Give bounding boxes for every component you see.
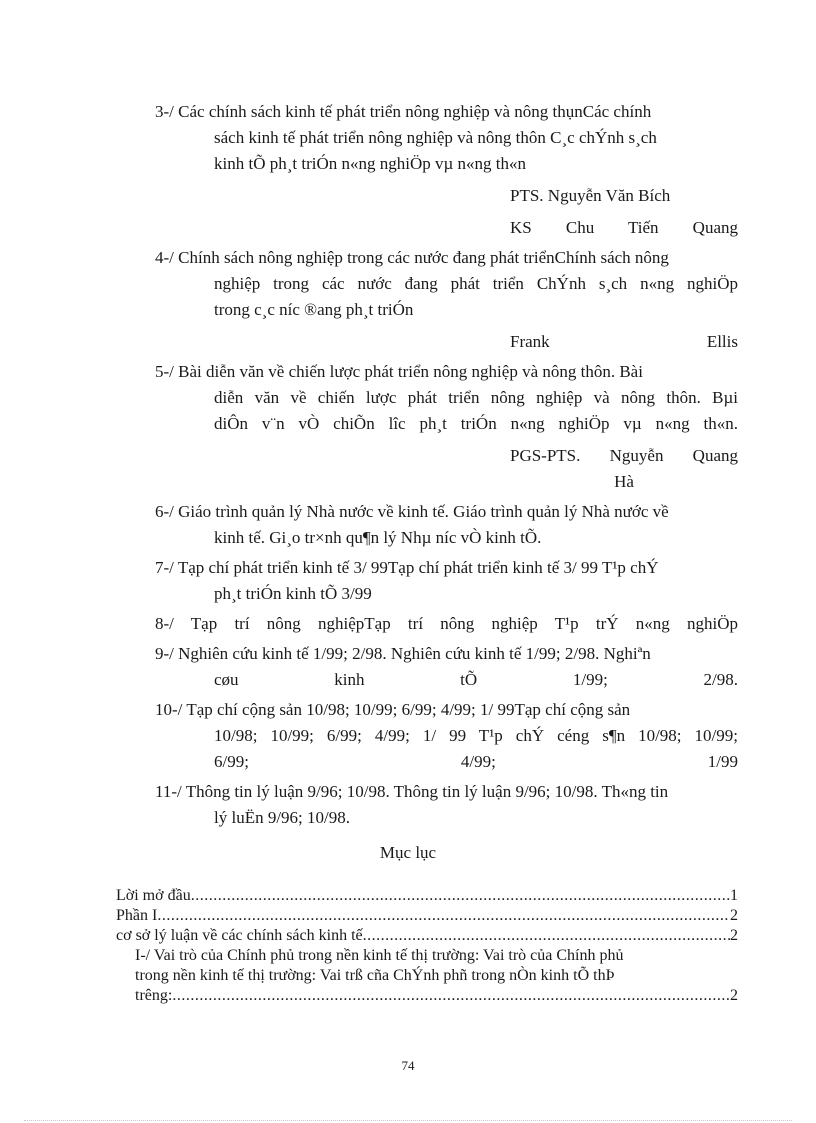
reference-line: ph¸t triÓn kinh tÕ 3/99 bbox=[214, 584, 372, 603]
reference-line: nghiệp trong các nước đang phát triển ChÝnh s¸ch n«ng nghiÖp bbox=[214, 274, 738, 293]
toc-subentry-line: trong nền kinh tế thị trường: Vai trß cña ChÝnh phñ trong nÒn kinh tÕ thÞ bbox=[135, 967, 615, 984]
toc-leader bbox=[363, 926, 730, 946]
page-bottom-border bbox=[24, 1120, 792, 1121]
reference-line: trong c¸c níc ®ang ph¸t triÓn bbox=[214, 300, 414, 319]
reference-line: lý luËn 9/96; 10/98. bbox=[214, 808, 350, 827]
reference-author: Frank Ellis bbox=[510, 332, 738, 351]
reference-title: 11-/ Thông tin lý luận 9/96; 10/98. Thông tin lý luận 9/96; 10/98. Th«ng tin bbox=[155, 782, 669, 801]
reference-item bbox=[155, 611, 738, 637]
toc-leader bbox=[157, 906, 730, 926]
toc-title: Mục lục bbox=[379, 843, 437, 862]
reference-line: diễn văn về chiến lược phát triển nông nghiệp và nông thôn. Bµi bbox=[214, 388, 738, 407]
reference-item bbox=[155, 697, 738, 775]
toc-entry-text: trêng: bbox=[135, 987, 173, 1004]
reference-title: 7-/ Tạp chí phát triển kinh tế 3/ 99Tạp chí phát triển kinh tế 3/ 99 T¹p chÝ bbox=[155, 558, 659, 577]
toc-entry bbox=[135, 986, 738, 1006]
reference-author: KS Chu Tiến Quang bbox=[510, 218, 738, 237]
reference-line: 10/98; 10/99; 6/99; 4/99; 1/ 99 T¹p chÝ céng s¶n 10/98; 10/99; bbox=[214, 726, 738, 745]
toc-entry-page: 2 bbox=[730, 987, 738, 1004]
reference-item bbox=[155, 641, 738, 693]
reference-line: diÔn v¨n vÒ chiÕn lîc ph¸t triÓn n«ng nghiÖp vµ n«ng th«n. bbox=[214, 414, 738, 433]
table-of-contents bbox=[116, 886, 738, 1006]
reference-title: 3-/ Các chính sách kinh tế phát triển nông nghiệp và nông thụnCác chính bbox=[155, 102, 652, 121]
reference-title: 4-/ Chính sách nông nghiệp trong các nước đang phát triểnChính sách nông bbox=[155, 248, 669, 267]
toc-subentry-line: I-/ Vai trò của Chính phủ trong nền kinh tế thị trường: Vai trò của Chính phủ bbox=[135, 947, 624, 964]
toc-entry bbox=[116, 886, 738, 906]
reference-line: kinh tÕ ph¸t triÓn n«ng nghiÖp vµ n«ng th«n bbox=[214, 154, 527, 173]
toc-leader bbox=[172, 986, 730, 1006]
reference-item bbox=[155, 359, 738, 495]
toc-subentry bbox=[116, 946, 738, 1006]
reference-item bbox=[155, 779, 738, 831]
reference-list bbox=[155, 99, 738, 835]
reference-title: 10-/ Tạp chí cộng sản 10/98; 10/99; 6/99; 4/99; 1/ 99Tạp chí cộng sản bbox=[155, 700, 631, 719]
reference-title: 9-/ Nghiên cứu kinh tế 1/99; 2/98. Nghiên cứu kinh tế 1/99; 2/98. Nghiªn bbox=[155, 644, 651, 663]
reference-line: sách kinh tế phát triển nông nghiệp và nông thôn C¸c chÝnh s¸ch bbox=[214, 128, 657, 147]
toc-entry bbox=[116, 906, 738, 926]
toc-leader bbox=[191, 886, 730, 906]
reference-item bbox=[155, 99, 738, 241]
toc-entry-page: 1 bbox=[730, 887, 738, 904]
reference-item bbox=[155, 555, 738, 607]
toc-entry-text: Phần I bbox=[116, 907, 158, 924]
reference-author-tail: Hà bbox=[614, 472, 634, 491]
page-number: 74 bbox=[401, 1058, 415, 1073]
reference-item bbox=[155, 499, 738, 551]
toc-entry-page: 2 bbox=[730, 907, 738, 924]
reference-line: cøu kinh tÕ 1/99; 2/98. bbox=[214, 670, 738, 689]
reference-title: 6-/ Giáo trình quản lý Nhà nước về kinh tế. Giáo trình quản lý Nhà nước về bbox=[155, 502, 669, 521]
reference-title: 5-/ Bài diễn văn về chiến lược phát triển nông nghiệp và nông thôn. Bài bbox=[155, 362, 643, 381]
toc-entry-text: Lời mở đầu bbox=[116, 887, 191, 904]
reference-line: 6/99; 4/99; 1/99 bbox=[214, 752, 738, 771]
toc-entry-page: 2 bbox=[730, 927, 738, 944]
reference-title: 8-/ Tạp trí nông nghiệpTạp trí nông nghiệp T¹p trÝ n«ng nghiÖp bbox=[155, 614, 738, 633]
reference-author: PGS-PTS. Nguyễn Quang bbox=[510, 446, 738, 465]
toc-entry bbox=[116, 926, 738, 946]
reference-line: kinh tế. Gi¸o tr×nh qu¶n lý Nhµ níc vÒ kinh tÕ. bbox=[214, 528, 542, 547]
reference-author: PTS. Nguyễn Văn Bích bbox=[510, 186, 671, 205]
toc-entry-text: cơ sở lý luận về các chính sách kinh tế bbox=[116, 927, 363, 944]
reference-item bbox=[155, 245, 738, 355]
